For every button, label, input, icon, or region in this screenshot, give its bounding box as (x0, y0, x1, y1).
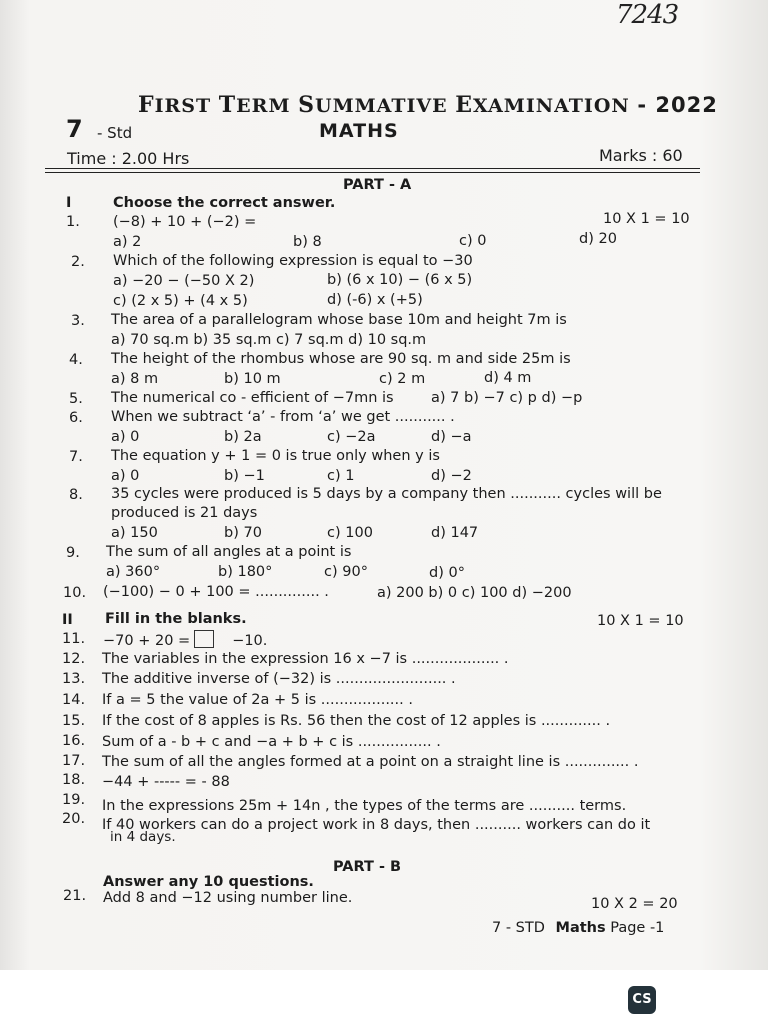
q16-number: 16. (62, 733, 86, 749)
q8-option-b: b) 70 (224, 525, 262, 541)
q6-option-a: a) 0 (111, 429, 140, 445)
section-2-number: II (62, 612, 73, 628)
title-year: - 2022 (637, 93, 718, 117)
q7-option-b: b) −1 (224, 468, 265, 484)
q6-text: When we subtract ‘a’ - from ‘a’ we get ........... . (111, 409, 455, 425)
part-b-heading: PART - B (333, 859, 402, 875)
q2-option-b: b) (6 x 10) − (6 x 5) (327, 272, 473, 288)
q19-number: 19. (62, 792, 86, 808)
q11-number: 11. (62, 631, 86, 647)
q1-option-c: c) 0 (459, 233, 487, 249)
q4-option-b: b) 10 m (224, 371, 281, 387)
q4-text: The height of the rhombus whose are 90 sq. m and side 25m is (111, 351, 571, 367)
title-cap-2: T (218, 92, 237, 118)
title-rest-2: ERM (236, 95, 291, 117)
section-1-number: I (66, 195, 72, 211)
q8-number: 8. (69, 487, 83, 503)
q2-text: Which of the following expression is equal to −30 (113, 253, 473, 269)
header-rule-2 (45, 172, 700, 173)
q9-option-a: a) 360° (106, 564, 161, 580)
q7-number: 7. (69, 449, 83, 465)
title-cap-4: E (455, 92, 473, 118)
q15-number: 15. (62, 713, 86, 729)
q12-number: 12. (62, 651, 86, 667)
part-b-marks: 10 X 2 = 20 (591, 896, 678, 912)
q14-number: 14. (62, 692, 86, 708)
q10-text: (−100) − 0 + 100 = .............. . (103, 584, 329, 600)
title-cap-1: F (138, 92, 155, 118)
answer-box (194, 630, 214, 648)
q14-text: If a = 5 the value of 2a + 5 is .................. . (102, 692, 413, 708)
q20-number: 20. (62, 811, 86, 827)
q7-option-a: a) 0 (111, 468, 140, 484)
q13-number: 13. (62, 671, 86, 687)
q18-text: −44 + ----- = - 88 (102, 774, 230, 790)
q10-options: a) 200 b) 0 c) 100 d) −200 (377, 585, 572, 601)
std-number: 7 (66, 115, 83, 143)
q11-right: −10. (232, 633, 268, 649)
q9-option-b: b) 180° (218, 564, 273, 580)
q1-number: 1. (66, 214, 80, 230)
q5-options: a) 7 b) −7 c) p d) −p (431, 390, 583, 406)
part-b-instruction: Answer any 10 questions. (103, 874, 314, 890)
q2-option-a: a) −20 − (−50 X 2) (113, 273, 255, 289)
q1-option-b: b) 8 (293, 234, 322, 250)
section-1-marks: 10 X 1 = 10 (603, 211, 690, 227)
subject-title: MATHS (319, 120, 399, 142)
footer-std: 7 - STD (492, 920, 545, 936)
q7-option-d: d) −2 (431, 468, 472, 484)
exam-marks: Marks : 60 (599, 146, 683, 165)
q17-number: 17. (62, 753, 86, 769)
q11-left: −70 + 20 = (103, 633, 191, 649)
q4-number: 4. (69, 352, 83, 368)
q18-number: 18. (62, 772, 86, 788)
q2-option-c: c) (2 x 5) + (4 x 5) (113, 293, 248, 309)
q1-option-a: a) 2 (113, 234, 142, 250)
q21-text: Add 8 and −12 using number line. (103, 890, 353, 906)
q9-option-d: d) 0° (429, 565, 465, 581)
q3-number: 3. (71, 313, 85, 329)
q13-text: The additive inverse of (−32) is ........................ . (102, 671, 456, 687)
title-cap-3: S (298, 92, 315, 118)
exam-time: Time : 2.00 Hrs (67, 149, 190, 168)
page-footer (492, 919, 664, 937)
q4-option-a: a) 8 m (111, 371, 159, 387)
title-rest-3: UMMATIVE (315, 95, 448, 117)
q9-number: 9. (66, 545, 80, 561)
title-rest-1: IRST (154, 95, 212, 117)
q8-option-a: a) 150 (111, 525, 158, 541)
q1-option-d: d) 20 (579, 231, 617, 247)
q20-text-continued: in 4 days. (110, 829, 176, 845)
q17-text: The sum of all the angles formed at a point on a straight line is .............. . (102, 754, 639, 770)
part-a-heading: PART - A (343, 177, 412, 193)
q5-text: The numerical co - efficient of −7mn is (111, 390, 394, 406)
q8-text-continued: produced is 21 days (111, 505, 258, 521)
q10-number: 10. (63, 585, 87, 601)
std-label: - Std (97, 124, 133, 142)
q3-options: a) 70 sq.m b) 35 sq.m c) 7 sq.m d) 10 sq.m (111, 332, 427, 348)
handwritten-serial: 7243 (616, 0, 679, 30)
camscanner-logo-icon: CS (628, 986, 656, 1014)
q19-text: In the expressions 25m + 14n , the types of the terms are .......... terms. (102, 798, 627, 814)
q20-text: If 40 workers can do a project work in 8 days, then .......... workers can do it (102, 817, 651, 833)
section-1-title: Choose the correct answer. (113, 195, 336, 211)
q4-option-d: d) 4 m (484, 370, 532, 386)
q4-option-c: c) 2 m (379, 371, 426, 387)
q8-option-c: c) 100 (327, 525, 373, 541)
q15-text: If the cost of 8 apples is Rs. 56 then the cost of 12 apples is ............. . (102, 713, 611, 729)
q7-option-c: c) 1 (327, 468, 355, 484)
footer-page: Page -1 (610, 920, 665, 936)
q6-option-c: c) −2a (327, 429, 376, 445)
q8-text: 35 cycles were produced is 5 days by a company then ........... cycles will be (111, 486, 662, 502)
q11-text (103, 630, 267, 650)
q6-number: 6. (69, 410, 83, 426)
q3-text: The area of a parallelogram whose base 10m and height 7m is (111, 312, 567, 328)
q12-text: The variables in the expression 16 x −7 is ................... . (102, 651, 509, 667)
q6-option-d: d) −a (431, 429, 472, 445)
header-rule-1 (45, 168, 700, 169)
title-rest-4: XAMINATION (473, 95, 630, 117)
q1-text: (−8) + 10 + (−2) = (113, 214, 257, 230)
exam-title (138, 92, 718, 118)
q7-text: The equation y + 1 = 0 is true only when y is (111, 448, 440, 464)
q2-option-d: d) (-6) x (+5) (327, 292, 423, 308)
section-2-marks: 10 X 1 = 10 (597, 613, 684, 629)
q21-number: 21. (63, 888, 87, 904)
q6-option-b: b) 2a (224, 429, 262, 445)
footer-subject: Maths (555, 920, 606, 936)
section-2-title: Fill in the blanks. (105, 611, 247, 627)
q8-option-d: d) 147 (431, 525, 479, 541)
q9-option-c: c) 90° (324, 564, 368, 580)
q9-text: The sum of all angles at a point is (106, 544, 352, 560)
q16-text: Sum of a - b + c and −a + b + c is ................ . (102, 734, 441, 750)
q2-number: 2. (71, 254, 85, 270)
q5-number: 5. (69, 391, 83, 407)
